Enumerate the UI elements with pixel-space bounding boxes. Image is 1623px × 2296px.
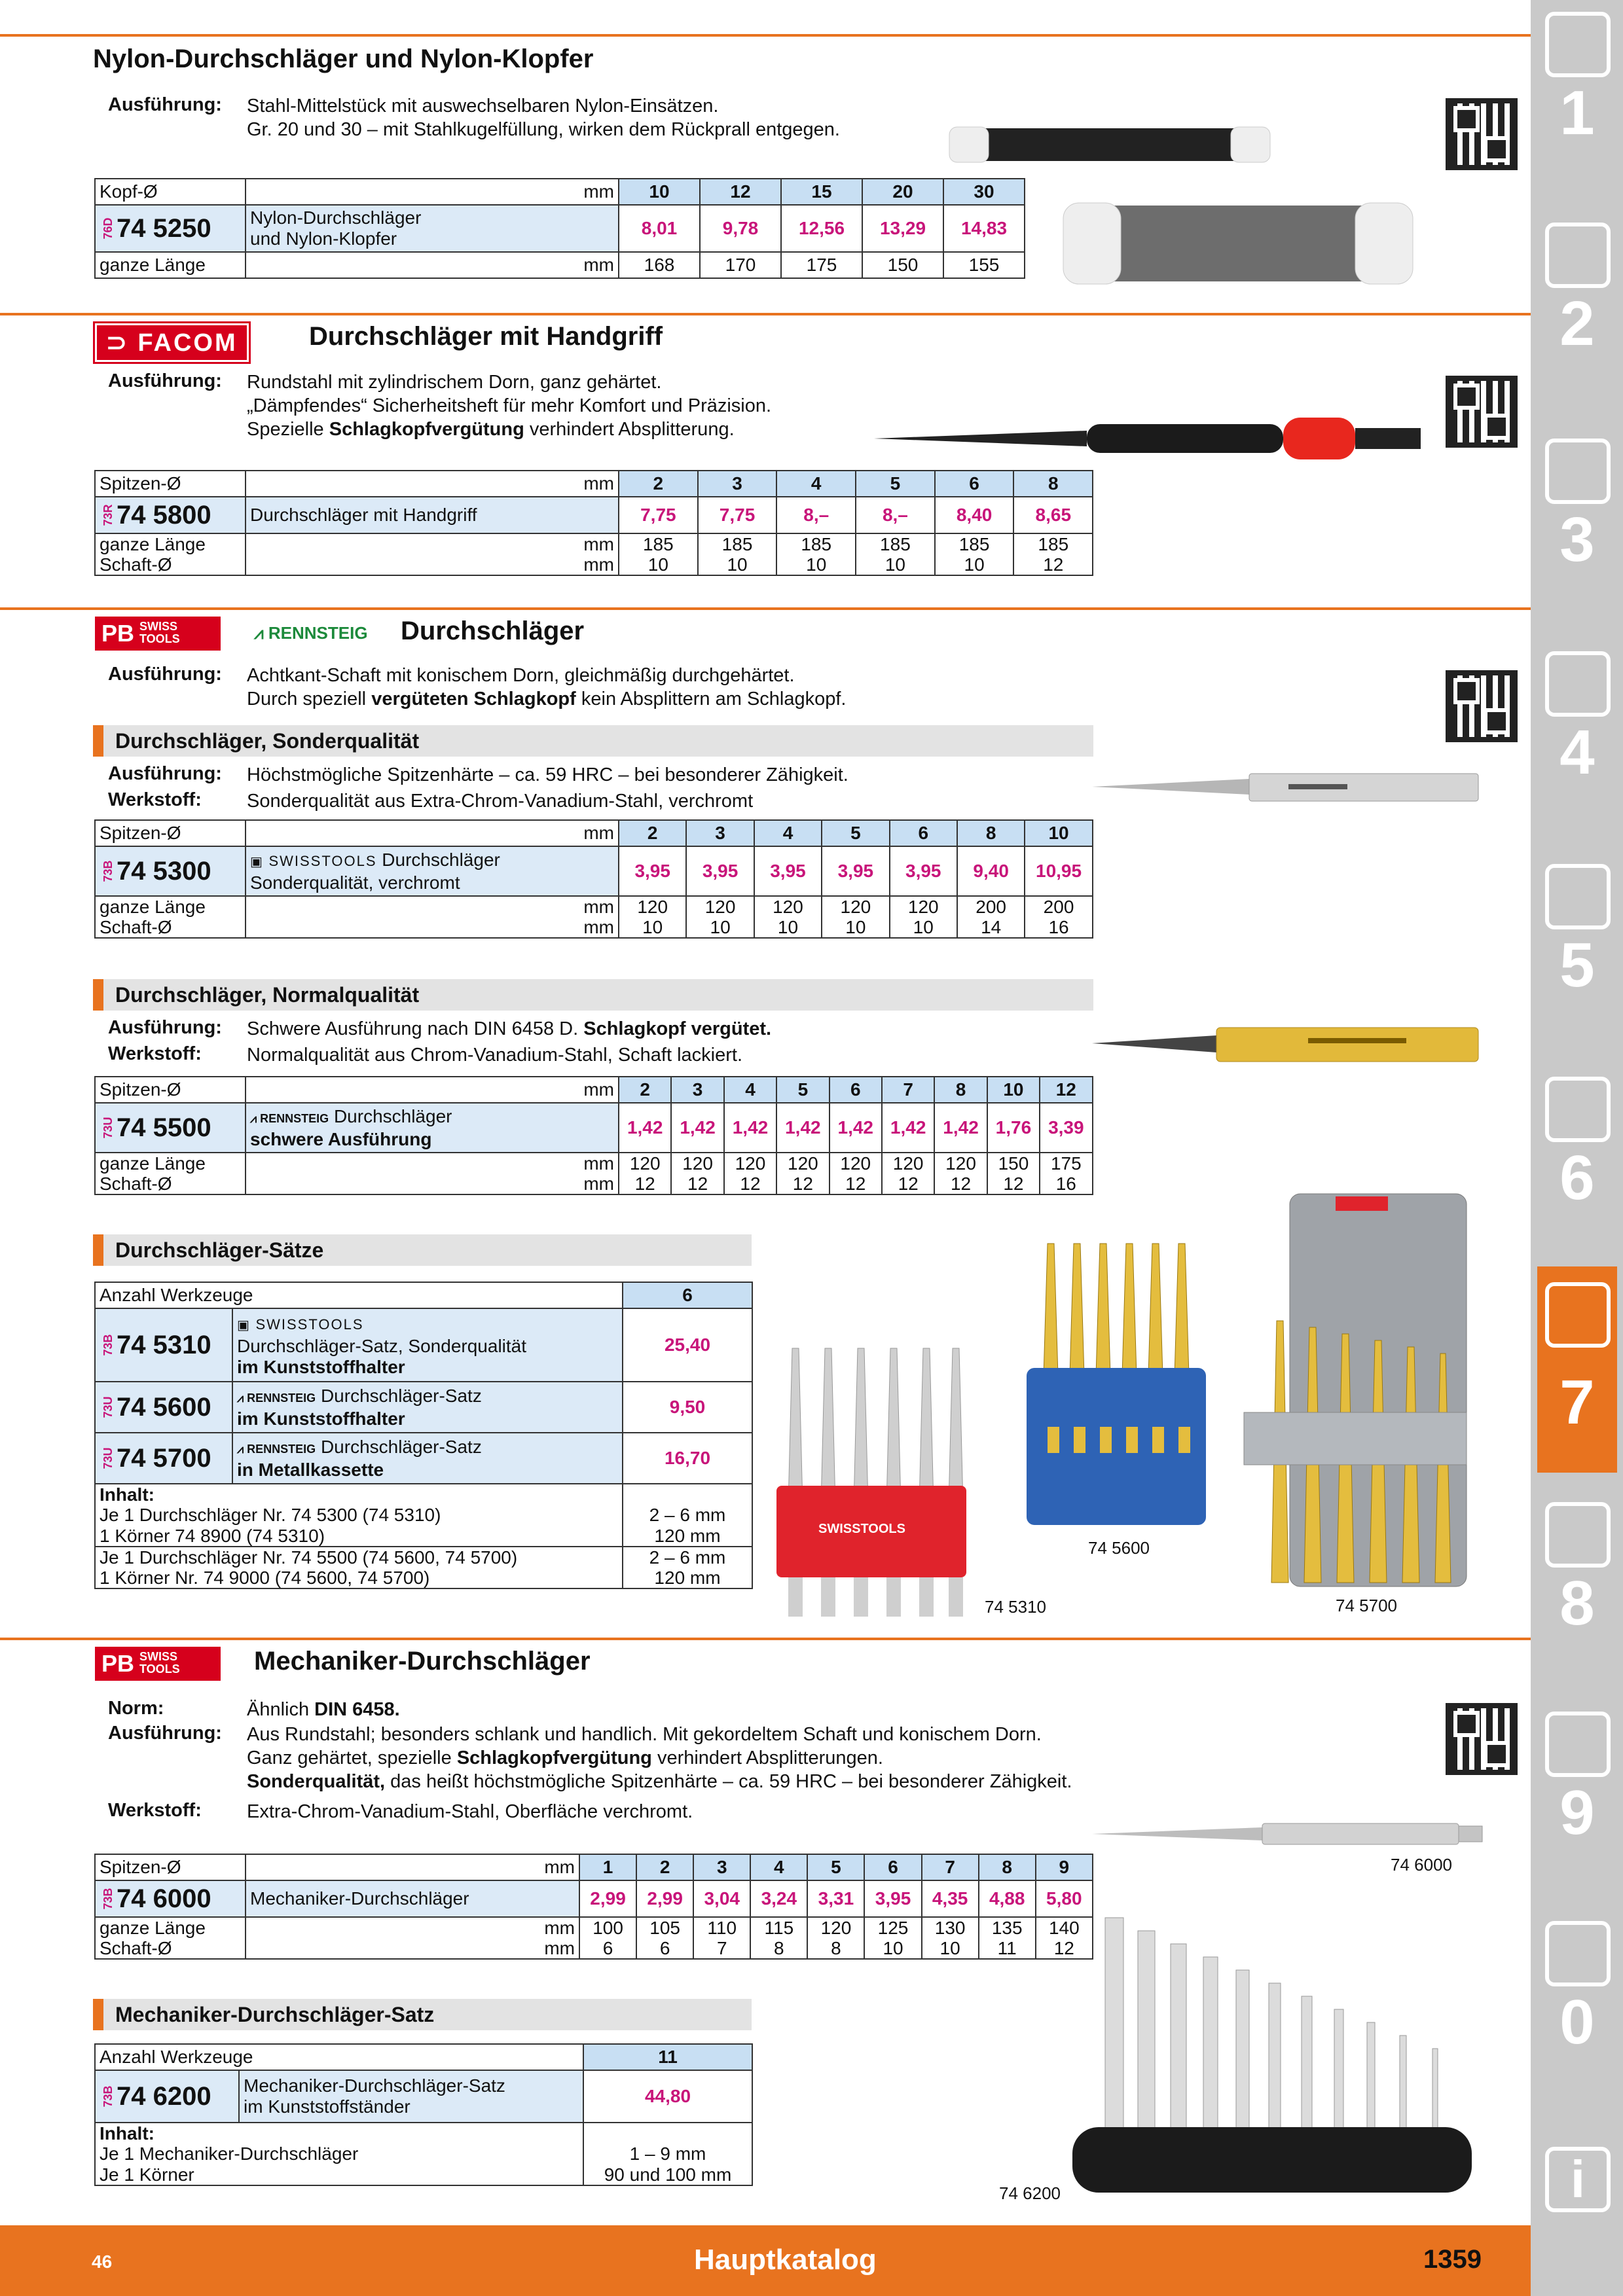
product-table-745250: Kopf-Ø mm 10 12 15 20 30 76D 74 5250 Nylon-Durchschläger und Nylon-Klopfer 8,01 9,78 12,56 13,29 14,83 ganze Länge mm 168 170 175 150 155 <box>94 178 1025 279</box>
product-table-745500: Spitzen-Ø mm 2 3 4 5 6 7 8 10 12 73U 74 5500 ⩘ RENNSTEIG Durchschläger schwere Ausführung 1,42 1,42 1,42 1,42 1,42 1,42 1,42 1,76 3,39 ganze Länge mm 120 120 120 120 120 120 120 150 175 Schaft-Ø mm 12 12 12 12 12 12 12 12 16 <box>94 1076 1093 1195</box>
werkstoff-label: Werkstoff: <box>108 789 202 810</box>
article-number[interactable]: 73U 74 5600 <box>95 1382 232 1433</box>
price: 13,29 <box>862 205 943 252</box>
product-table-746200: Anzahl Werkzeuge 11 73B 74 6200 Mechaniker-Durchschläger-Satz im Kunststoffständer 44,80 Inhalt: Je 1 Mechaniker-Durchschläger 1 – 9 mm Je 1 Körner 90 und 100 mm <box>94 2043 753 2186</box>
unit: mm <box>246 179 619 205</box>
size: 12 <box>700 179 781 205</box>
werkstoff-text: Normalqualität aus Chrom-Vanadium-Stahl, Schaft lackiert. <box>247 1045 743 1066</box>
chapter-tab-1[interactable]: 1 <box>1537 5 1617 105</box>
tool-holder-icon <box>1545 439 1611 504</box>
rennsteig-punch-image <box>1092 1018 1485 1071</box>
svg-text:SWISSTOOLS: SWISSTOOLS <box>818 1522 905 1536</box>
punch-set-745700-image <box>1237 1190 1480 1596</box>
catalog-title: Hauptkatalog <box>694 2244 877 2276</box>
article-number[interactable]: 73U 74 5700 <box>95 1433 232 1484</box>
werkstoff-text: Sonderqualität aus Extra-Chrom-Vanadium-Stahl, verchromt <box>247 791 754 812</box>
article-number[interactable]: 76D 74 5250 <box>95 205 246 252</box>
drill-icon <box>1545 12 1611 77</box>
mechanic-punch-image <box>1092 1820 1485 1848</box>
subsection-header: Mechaniker-Durchschläger-Satz <box>93 1999 752 2030</box>
ausfuehrung-label: Ausführung: <box>108 1723 222 1744</box>
mechanic-punch-set-image <box>1066 1905 1485 2206</box>
norm-label: Norm: <box>108 1698 164 1719</box>
swiss-punch-image <box>1092 764 1485 810</box>
tool-cabinet-icon <box>1545 1712 1611 1777</box>
product-description: Nylon-Durchschläger und Nylon-Klopfer <box>246 205 619 252</box>
product-table-sets: Anzahl Werkzeuge 6 73B 74 5310 ▣ SWISSTOOLS Durchschläger-Satz, Sonderqualität im Kunststoffhalter 25,40 73U 74 5600 ⩘ RENNSTEIG Durchschläger-Satz im Kunststoffhalter 9,50 73U 74 5700 ⩘ RENNSTEIG Durchschläger-Satz in Metallkassette 16,70 Inhalt: Je 1 Durchschläger Nr. 74 5300 (74 5310) 2 – 6 mm 1 Körner 74 8900 (74 5310) 120 mm Je 1 Durchschläger Nr. 74 5500 (74 5600, 74 5700) 2 – 6 mm 1 Körner Nr. 74 9000 (74 5600, 74 5700) 120 mm <box>94 1282 753 1589</box>
punch-set-745600-image <box>1021 1237 1211 1532</box>
chapter-tab-0[interactable]: 0 <box>1537 1914 1617 2014</box>
ausfuehrung-text: Rundstahl mit zylindrischem Dorn, ganz gehärtet. „Dämpfendes“ Sicherheitsheft für mehr Komfort und Präzision. Spezielle Schlagkopfvergütung verhindert Absplitterung. <box>247 372 772 440</box>
image-caption: 74 5700 <box>1336 1596 1397 1615</box>
size: 20 <box>862 179 943 205</box>
article-number[interactable]: 73B 74 6000 <box>95 1880 246 1917</box>
chapter-tab-5[interactable]: 5 <box>1537 857 1617 957</box>
section-title: Durchschläger mit Handgriff <box>309 322 663 351</box>
ausfuehrung-label: Ausführung: <box>108 1017 222 1038</box>
section-title: Mechaniker-Durchschläger <box>254 1647 591 1676</box>
info-icon: i <box>1570 2150 1586 2208</box>
safety-gear-icon <box>1545 1921 1611 1986</box>
product-table-745800: Spitzen-Ø mm 2 3 4 5 6 8 73R 74 5800 Durchschläger mit Handgriff 7,75 7,75 8,– 8,– 8,40 8,65 ganze Länge mm 185 185 185 185 185 185 Schaft-Ø mm 10 10 10 10 10 12 <box>94 470 1093 576</box>
punch-set-745310-image <box>773 1342 969 1623</box>
werkstoff-text: Extra-Chrom-Vanadium-Stahl, Oberfläche verchromt. <box>247 1801 693 1822</box>
chapter-tab-info[interactable] <box>1537 2140 1617 2222</box>
price: 12,56 <box>781 205 862 252</box>
chapter-tab-9[interactable]: 9 <box>1537 1705 1617 1804</box>
article-number[interactable]: 73U 74 5500 <box>95 1103 246 1153</box>
image-caption: 74 5600 <box>1088 1538 1150 1558</box>
section-title: Nylon-Durchschläger und Nylon-Klopfer <box>93 45 594 73</box>
chapter-tab-6[interactable]: 6 <box>1537 1070 1617 1170</box>
image-caption: 74 6000 <box>1391 1855 1452 1874</box>
page-number-left: 46 <box>92 2251 113 2272</box>
section-divider <box>0 313 1531 315</box>
ausfuehrung-text: Stahl-Mittelstück mit auswechselbaren Nylon-Einsätzen. Gr. 20 und 30 – mit Stahlkugelfüllung, wirken dem Rückprall entgegen. <box>247 96 840 140</box>
page-footer <box>0 2225 1531 2296</box>
article-number[interactable]: 73B 74 5300 <box>95 846 246 896</box>
qr-code-icon[interactable] <box>1446 1703 1518 1775</box>
section-divider <box>0 1638 1531 1640</box>
norm-text: Ähnlich DIN 6458. <box>247 1699 400 1720</box>
facom-punch-image <box>871 404 1427 470</box>
cutting-insert-icon <box>1545 223 1611 288</box>
section-title: Durchschläger <box>401 617 585 645</box>
ausfuehrung-label: Ausführung: <box>108 763 222 784</box>
chapter-tab-7[interactable]: 7 <box>1537 1266 1617 1473</box>
saw-blade-icon <box>1545 864 1611 929</box>
page-number-right: 1359 <box>1423 2245 1482 2274</box>
image-caption: 74 5310 <box>985 1597 1046 1617</box>
price: 9,78 <box>700 205 781 252</box>
size: 10 <box>619 179 700 205</box>
product-table-745300: Spitzen-Ø mm 2 3 4 5 6 8 10 73B 74 5300 ▣ SWISSTOOLS Durchschläger Sonderqualität, verchromt 3,95 3,95 3,95 3,95 3,95 9,40 10,95 ganze Länge mm 120 120 120 120 120 200 200 Schaft-Ø mm 10 10 10 10 10 14 16 <box>94 819 1093 939</box>
qr-code-icon[interactable] <box>1446 98 1518 170</box>
facom-logo: ⊃ FACOM <box>95 323 249 362</box>
pb-swiss-tools-logo: PB SWISS TOOLS <box>95 1647 221 1681</box>
chapter-tab-4[interactable]: 4 <box>1537 645 1617 744</box>
price: 8,01 <box>619 205 700 252</box>
size: 15 <box>781 179 862 205</box>
ausfuehrung-label: Ausführung: <box>108 370 222 391</box>
ausfuehrung-text: Schwere Ausführung nach DIN 6458 D. Schlagkopf vergütet. <box>247 1018 772 1039</box>
wrench-icon <box>1545 1077 1611 1142</box>
ausfuehrung-label: Ausführung: <box>108 94 222 115</box>
werkstoff-label: Werkstoff: <box>108 1043 202 1064</box>
chapter-tab-2[interactable]: 2 <box>1537 216 1617 315</box>
head-label: Kopf-Ø <box>95 179 246 205</box>
pb-swiss-tools-logo: PB SWISS TOOLS <box>95 617 221 651</box>
workshop-tools-icon <box>1545 1502 1611 1568</box>
article-number[interactable]: 73B 74 5310 <box>95 1308 232 1382</box>
chapter-tab-3[interactable]: 3 <box>1537 432 1617 531</box>
hammer-pliers-icon <box>1545 1282 1611 1348</box>
article-number[interactable]: 73R 74 5800 <box>95 497 246 533</box>
image-caption: 74 6200 <box>999 2183 1061 2203</box>
subsection-header: Durchschläger, Sonderqualität <box>93 725 1093 757</box>
caliper-icon <box>1545 651 1611 717</box>
section-divider <box>0 607 1531 610</box>
ausfuehrung-text: Aus Rundstahl; besonders schlank und handlich. Mit gekordeltem Schaft und konischem Dorn. Ganz gehärtet, spezielle Schlagkopfvergütung verhindert Absplitterungen. Sonderqualität, das heißt höchstmögliche Spitzenhärte – ca. 59 HRC – bei besonderer Zähigkeit. <box>247 1724 1072 1792</box>
werkstoff-label: Werkstoff: <box>108 1800 202 1821</box>
ausfuehrung-text: Höchstmögliche Spitzenhärte – ca. 59 HRC – bei besonderer Zähigkeit. <box>247 764 848 785</box>
section-divider <box>0 34 1531 37</box>
ausfuehrung-label: Ausführung: <box>108 664 222 685</box>
size: 30 <box>943 179 1025 205</box>
article-number[interactable]: 73B 74 6200 <box>95 2070 239 2123</box>
product-table-746000: Spitzen-Ø mm 1 2 3 4 5 6 7 8 9 73B 74 6000 Mechaniker-Durchschläger 2,99 2,99 3,04 3,24 3,31 3,95 4,35 4,88 5,80 ganze Länge mm 100 105 110 115 120 125 130 135 140 Schaft-Ø mm 6 6 7 8 8 10 10 11 12 <box>94 1854 1093 1960</box>
qr-code-icon[interactable] <box>1446 670 1518 742</box>
ausfuehrung-text: Achtkant-Schaft mit konischem Dorn, gleichmäßig durchgehärtet. Durch speziell vergüteten Schlagkopf kein Absplittern am Schlagkopf. <box>247 665 847 709</box>
price: 14,83 <box>943 205 1025 252</box>
qr-code-icon[interactable] <box>1446 376 1518 448</box>
chapter-tab-8[interactable]: 8 <box>1537 1496 1617 1595</box>
subsection-header: Durchschläger-Sätze <box>93 1234 752 1266</box>
length-label: ganze Länge <box>95 252 246 278</box>
rennsteig-logo: ⩘ RENNSTEIG <box>254 623 368 643</box>
subsection-header: Durchschläger, Normalqualität <box>93 979 1093 1011</box>
